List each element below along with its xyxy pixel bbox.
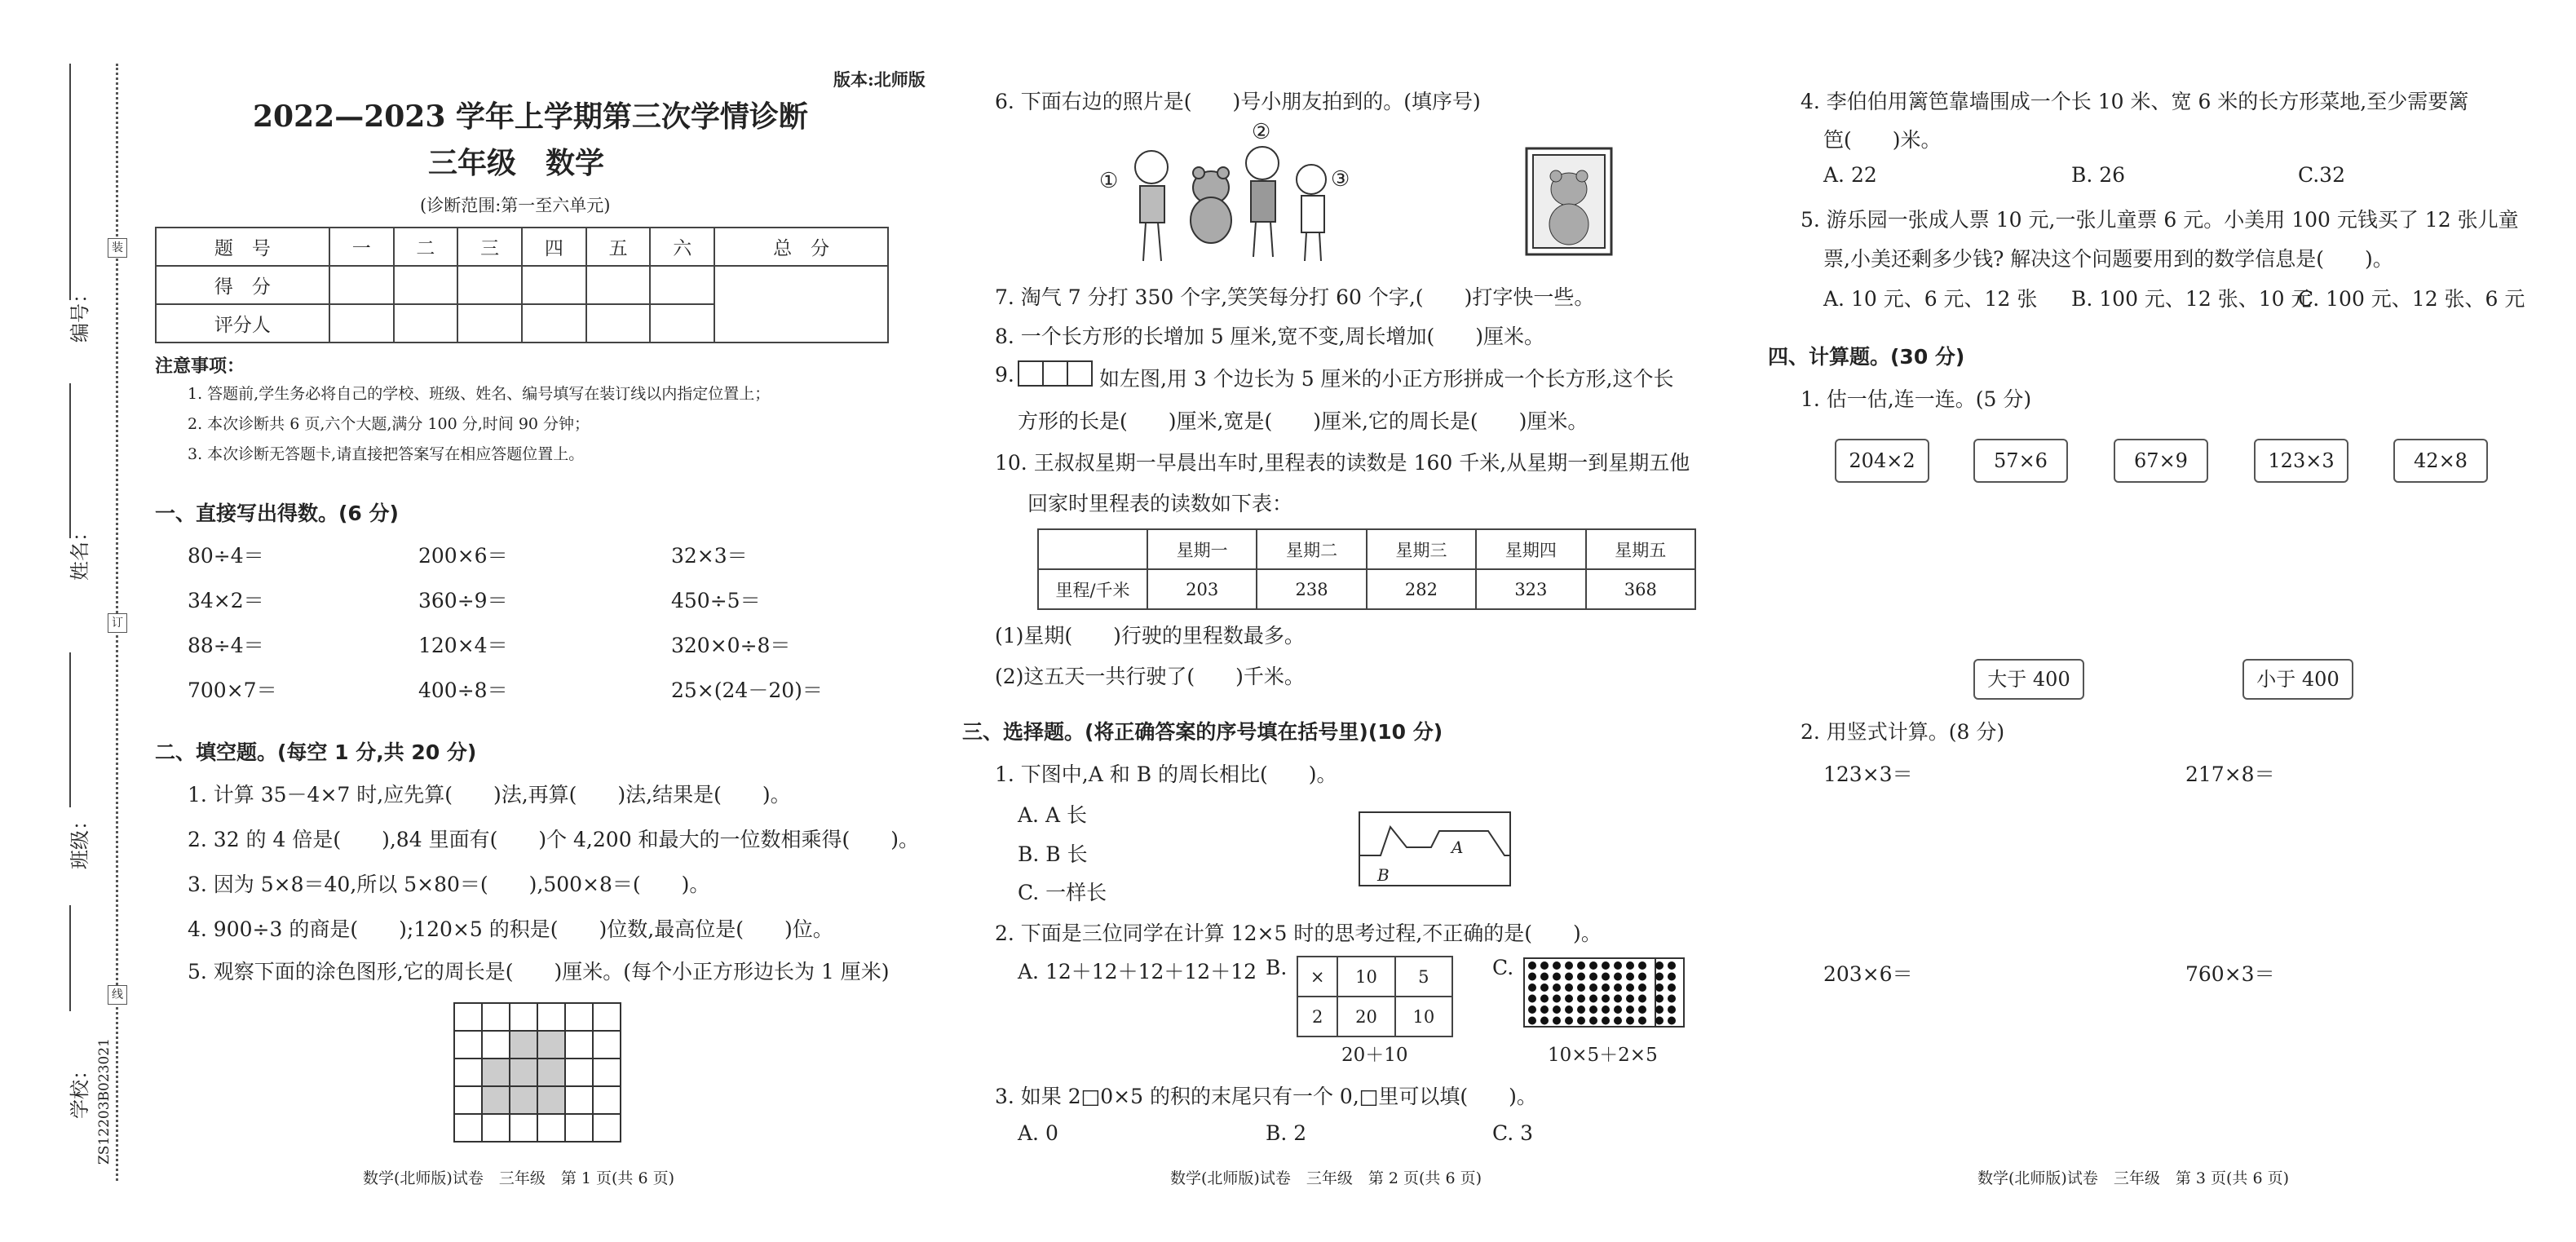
binding-seal-mark: 装 <box>108 238 127 258</box>
array-dot <box>1553 995 1561 1003</box>
name-write-line[interactable] <box>69 383 71 538</box>
array-dot <box>1614 973 1622 981</box>
note-item: 1. 答题前,学生务必将自己的学校、班级、姓名、编号填写在装订线以内指定位置上； <box>188 385 771 403</box>
page-footer: 数学(北师版)试卷 三年级 第 2 页(共 6 页) <box>1170 1169 1482 1187</box>
grid-square <box>537 1086 565 1114</box>
array-dot <box>1589 1017 1597 1025</box>
grid-square <box>454 1114 482 1142</box>
array-dot <box>1655 1006 1664 1014</box>
array-dot <box>1540 1006 1549 1014</box>
oral-problem: 320×0÷8＝ <box>671 634 791 657</box>
grid-cell: 10 <box>1337 957 1394 997</box>
section-1-title: 一、直接写出得数。(6 分) <box>155 502 399 525</box>
school-write-line[interactable] <box>69 905 71 1011</box>
fill-question: 3. 因为 5×8＝40,所以 5×80＝( ),500×8＝( )。 <box>188 873 710 896</box>
array-dot <box>1626 1006 1634 1014</box>
total-score-cell[interactable] <box>714 266 888 343</box>
array-dot <box>1577 973 1585 981</box>
note-item: 3. 本次诊断无答题卡,请直接把答案写在相应答题位置上。 <box>188 445 585 463</box>
choice-option[interactable]: B. 2 <box>1266 1121 1307 1145</box>
page-footer: 数学(北师版)试卷 三年级 第 3 页(共 6 页) <box>1977 1169 2289 1187</box>
school-label: 学校： <box>68 1060 91 1119</box>
child-label: ① <box>1099 169 1119 193</box>
vertical-calc-problem: 123×3＝ <box>1823 762 1913 786</box>
paper-code: ZS12203B023021 <box>96 1038 113 1165</box>
choice-question: 票,小美还剩多少钱? 解决这个问题要用到的数学信息是( )。 <box>1823 247 2393 271</box>
oral-problem: 700×7＝ <box>188 678 277 702</box>
array-dot <box>1638 995 1646 1003</box>
array-dot <box>1528 983 1536 992</box>
grid-square <box>565 1059 593 1086</box>
grid-square <box>482 1031 510 1059</box>
grid-square <box>593 1031 621 1059</box>
array-dot <box>1668 1006 1676 1014</box>
estimate-card[interactable]: 57×6 <box>1973 439 2068 483</box>
grid-square <box>482 1059 510 1086</box>
score-header: 总 分 <box>714 228 888 266</box>
three-squares-figure <box>1018 360 1093 388</box>
grid-square <box>565 1114 593 1142</box>
array-dot <box>1577 1017 1585 1025</box>
grid-caption: 20＋10 <box>1341 1045 1408 1066</box>
array-dot <box>1602 995 1610 1003</box>
oral-problem: 450÷5＝ <box>671 589 761 612</box>
array-dot <box>1589 995 1597 1003</box>
array-dot <box>1668 973 1676 981</box>
grader-cell[interactable] <box>394 304 458 343</box>
array-dot <box>1655 995 1664 1003</box>
mileage-value: 238 <box>1257 569 1366 609</box>
fill-question: 回家时里程表的读数如下表： <box>1027 492 1293 515</box>
array-dot <box>1577 961 1585 970</box>
mileage-header: 星期二 <box>1257 529 1366 569</box>
grid-square <box>537 1114 565 1142</box>
choice-option[interactable]: A. 0 <box>1018 1121 1058 1145</box>
grid-cell: × <box>1297 957 1337 997</box>
grid-square <box>565 1086 593 1114</box>
score-table <box>155 227 889 343</box>
array-dot <box>1565 973 1573 981</box>
array-dot <box>1565 1017 1573 1025</box>
oral-problem: 200×6＝ <box>418 544 508 568</box>
dots-caption: 10×5＋2×5 <box>1548 1045 1658 1066</box>
array-dot <box>1540 995 1549 1003</box>
array-dot <box>1655 961 1664 970</box>
array-dot <box>1638 961 1646 970</box>
score-row-label: 得 分 <box>156 266 329 304</box>
fill-question: 10. 王叔叔星期一早晨出车时,里程表的读数是 160 千米,从星期一到星期五他 <box>995 451 1690 475</box>
choice-option[interactable]: A. A 长 <box>1018 803 1087 827</box>
fill-question: 5. 观察下面的涂色图形,它的周长是( )厘米。(每个小正方形边长为 1 厘米) <box>188 960 890 983</box>
section-4-title: 四、计算题。(30 分) <box>1768 345 1965 369</box>
grid-square <box>454 1031 482 1059</box>
array-dot <box>1638 973 1646 981</box>
grader-cell[interactable] <box>329 304 394 343</box>
grid-square <box>510 1031 537 1059</box>
mileage-value: 282 <box>1367 569 1476 609</box>
score-cell[interactable] <box>457 266 522 304</box>
binding-seal-mark: 线 <box>108 985 127 1005</box>
score-header: 题 号 <box>156 228 329 266</box>
score-cell[interactable] <box>522 266 586 304</box>
array-dot <box>1528 1006 1536 1014</box>
array-dot <box>1589 1006 1597 1014</box>
number-write-line[interactable] <box>69 64 71 300</box>
array-dot <box>1553 1006 1561 1014</box>
calc-question: 2. 用竖式计算。(8 分) <box>1801 720 2005 744</box>
shaded-grid-figure <box>453 1001 624 1144</box>
score-header: 一 <box>329 228 394 266</box>
binding-seal-mark: 订 <box>108 613 127 633</box>
fill-question: (1)星期( )行驶的里程数最多。 <box>995 624 1305 648</box>
choice-option[interactable]: C. 100 元、12 张、6 元 <box>2298 287 2525 311</box>
array-dot <box>1577 1006 1585 1014</box>
array-dot <box>1528 961 1536 970</box>
choice-question: 笆( )米。 <box>1823 128 1942 152</box>
child-label: ③ <box>1331 167 1350 192</box>
array-dot <box>1577 983 1585 992</box>
array-dot <box>1540 1017 1549 1025</box>
oral-problem: 360÷9＝ <box>418 589 508 612</box>
array-dot <box>1602 961 1610 970</box>
photo-frame-figure <box>1525 147 1615 257</box>
choice-question: 2. 下面是三位同学在计算 12×5 时的思考过程,不正确的是( )。 <box>995 922 1602 945</box>
array-dot <box>1540 961 1549 970</box>
array-dot <box>1638 1017 1646 1025</box>
grader-cell[interactable] <box>457 304 522 343</box>
estimate-card[interactable]: 123×3 <box>2254 439 2348 483</box>
score-header: 三 <box>457 228 522 266</box>
array-dot <box>1553 983 1561 992</box>
choice-option[interactable]: C. 一样长 <box>1018 881 1107 904</box>
array-dot <box>1602 973 1610 981</box>
grid-square <box>593 1059 621 1086</box>
score-header: 六 <box>650 228 714 266</box>
array-dot <box>1528 1017 1536 1025</box>
score-cell[interactable] <box>586 266 651 304</box>
oral-problem: 400÷8＝ <box>418 678 508 702</box>
array-dot <box>1565 961 1573 970</box>
grid-square <box>482 1003 510 1031</box>
score-cell[interactable] <box>329 266 394 304</box>
grid-square <box>454 1003 482 1031</box>
array-dot <box>1589 961 1597 970</box>
grid-square <box>537 1003 565 1031</box>
grid-cell: 2 <box>1297 997 1337 1036</box>
multiplication-grid <box>1297 956 1453 1037</box>
calc-question: 1. 估一估,连一连。(5 分) <box>1801 387 2032 411</box>
grid-square <box>454 1059 482 1086</box>
score-header: 五 <box>586 228 651 266</box>
grid-square <box>593 1086 621 1114</box>
array-dot <box>1668 961 1676 970</box>
mileage-table <box>1037 528 1696 610</box>
choice-option[interactable]: C.32 <box>2298 163 2345 187</box>
array-dot <box>1602 983 1610 992</box>
child-label: ② <box>1252 122 1271 144</box>
fill-question: 6. 下面右边的照片是( )号小朋友拍到的。(填序号) <box>995 90 1481 113</box>
dot-array-figure <box>1523 957 1686 1029</box>
mileage-header: 星期一 <box>1147 529 1257 569</box>
grid-square <box>510 1003 537 1031</box>
grid-square <box>482 1114 510 1142</box>
array-dot <box>1668 995 1676 1003</box>
greater-than-400-card[interactable]: 大于 400 <box>1973 659 2084 700</box>
page-footer: 数学(北师版)试卷 三年级 第 1 页(共 6 页) <box>363 1169 674 1187</box>
fill-question: 方形的长是( )厘米,宽是( )厘米,它的周长是( )厘米。 <box>1018 409 1588 433</box>
choice-option[interactable]: A. 22 <box>1823 163 1877 187</box>
mileage-header: 星期五 <box>1586 529 1695 569</box>
grid-cell: 10 <box>1395 997 1452 1036</box>
array-dot <box>1540 983 1549 992</box>
vertical-calc-problem: 217×8＝ <box>2185 762 2275 786</box>
fill-question: (2)这五天一共行驶了( )千米。 <box>995 665 1305 688</box>
mileage-value: 323 <box>1476 569 1585 609</box>
grid-square <box>565 1031 593 1059</box>
array-dot <box>1655 1017 1664 1025</box>
choice-option[interactable]: B. 26 <box>2071 163 2126 187</box>
name-label: 姓名： <box>68 522 91 581</box>
grid-square <box>593 1114 621 1142</box>
array-dot <box>1626 961 1634 970</box>
estimate-card[interactable]: 42×8 <box>2393 439 2488 483</box>
grader-cell[interactable] <box>586 304 651 343</box>
section-2-title: 二、填空题。(每空 1 分,共 20 分) <box>155 740 477 764</box>
grid-square <box>454 1086 482 1114</box>
choice-option[interactable]: B. <box>1266 956 1288 979</box>
class-write-line[interactable] <box>69 652 71 807</box>
choice-question: 5. 游乐园一张成人票 10 元,一张儿童票 6 元。小美用 100 元钱买了 12 张儿童 <box>1801 208 2519 232</box>
class-label: 班级： <box>68 811 91 869</box>
mileage-header <box>1038 529 1147 569</box>
grid-square <box>510 1059 537 1086</box>
choice-question: 4. 李伯伯用篱笆靠墙围成一个长 10 米、宽 6 米的长方形菜地,至少需要篱 <box>1801 90 2469 113</box>
array-dot <box>1614 961 1622 970</box>
mileage-value: 203 <box>1147 569 1257 609</box>
mileage-header: 星期四 <box>1476 529 1585 569</box>
grid-square <box>537 1059 565 1086</box>
array-dot <box>1638 983 1646 992</box>
array-dot <box>1626 1017 1634 1025</box>
grid-square <box>565 1003 593 1031</box>
fill-question: 1. 计算 35－4×7 时,应先算( )法,再算( )法,结果是( )。 <box>188 783 791 807</box>
array-dot <box>1638 1006 1646 1014</box>
array-dot <box>1655 973 1664 981</box>
score-header: 二 <box>394 228 458 266</box>
oral-problem: 25×(24－20)＝ <box>671 678 823 702</box>
diagnosis-scope: (诊断范围:第一至六单元) <box>420 196 611 215</box>
mileage-header: 星期三 <box>1367 529 1476 569</box>
choice-question: 1. 下图中,A 和 B 的周长相比( )。 <box>995 762 1337 786</box>
fill-question: 如左图,用 3 个边长为 5 厘米的小正方形拼成一个长方形,这个长 <box>1099 367 1674 391</box>
array-dot <box>1565 1006 1573 1014</box>
less-than-400-card[interactable]: 小于 400 <box>2242 659 2353 700</box>
array-dot <box>1553 973 1561 981</box>
grid-square <box>482 1086 510 1114</box>
grader-cell[interactable] <box>650 304 714 343</box>
grid-square <box>537 1031 565 1059</box>
array-dot <box>1553 961 1561 970</box>
grid-square <box>593 1003 621 1031</box>
array-dot <box>1655 983 1664 992</box>
choice-option[interactable]: B. 100 元、12 张、10 元 <box>2071 287 2312 311</box>
oral-problem: 120×4＝ <box>418 634 508 657</box>
number-label: 编号： <box>68 284 91 343</box>
array-dot <box>1577 995 1585 1003</box>
array-dot <box>1614 1017 1622 1025</box>
ab-perimeter-figure <box>1358 811 1521 892</box>
array-dot <box>1565 995 1573 1003</box>
grid-square <box>510 1086 537 1114</box>
grid-cell: 20 <box>1337 997 1394 1036</box>
score-row-label: 评分人 <box>156 304 329 343</box>
mileage-value: 368 <box>1586 569 1695 609</box>
array-dot <box>1589 983 1597 992</box>
oral-problem: 80÷4＝ <box>188 544 264 568</box>
mileage-row-label: 里程/千米 <box>1038 569 1147 609</box>
grader-cell[interactable] <box>522 304 586 343</box>
choice-option[interactable]: B. B 长 <box>1018 842 1088 866</box>
fill-question: 4. 900÷3 的商是( );120×5 的积是( )位数,最高位是( )位。 <box>188 917 833 941</box>
array-dot <box>1614 995 1622 1003</box>
choice-option[interactable]: A. 12＋12＋12＋12＋12 <box>1018 960 1257 983</box>
estimate-card[interactable]: 67×9 <box>2114 439 2208 483</box>
array-dot <box>1626 995 1634 1003</box>
array-dot <box>1626 973 1634 981</box>
vertical-calc-problem: 760×3＝ <box>2185 962 2275 986</box>
choice-option[interactable]: A. 10 元、6 元、12 张 <box>1823 287 2038 311</box>
section-3-title: 三、选择题。(将正确答案的序号填在括号里)(10 分) <box>962 720 1443 744</box>
array-dot <box>1602 1017 1610 1025</box>
vertical-calc-problem: 203×6＝ <box>1823 962 1913 986</box>
fill-question: 2. 32 的 4 倍是( ),84 里面有( )个 4,200 和最大的一位数相乘得( )。 <box>188 828 920 851</box>
grid-square <box>510 1114 537 1142</box>
region-a-label: A <box>1451 838 1464 857</box>
array-dot <box>1614 1006 1622 1014</box>
score-header: 四 <box>522 228 586 266</box>
oral-problem: 32×3＝ <box>671 544 748 568</box>
version-label: 版本:北师版 <box>833 69 926 90</box>
fill-question: 8. 一个长方形的长增加 5 厘米,宽不变,周长增加( )厘米。 <box>995 325 1545 348</box>
grid-cell: 5 <box>1395 957 1452 997</box>
array-dot <box>1589 973 1597 981</box>
notes-title: 注意事项： <box>155 356 245 377</box>
page-title: 2022—2023 学年上学期第三次学情诊断 <box>253 99 808 134</box>
array-dot <box>1626 983 1634 992</box>
array-dot <box>1668 983 1676 992</box>
region-b-label: B <box>1377 865 1390 885</box>
page-subtitle: 三年级 数学 <box>428 146 605 180</box>
oral-problem: 88÷4＝ <box>188 634 264 657</box>
choice-question: 3. 如果 2□0×5 的积的末尾只有一个 0,□里可以填( )。 <box>995 1085 1537 1108</box>
score-cell[interactable] <box>650 266 714 304</box>
score-cell[interactable] <box>394 266 458 304</box>
array-dot <box>1602 1006 1610 1014</box>
oral-problem: 34×2＝ <box>188 589 264 612</box>
array-dot <box>1668 1017 1676 1025</box>
array-dot <box>1614 983 1622 992</box>
choice-option[interactable]: C. 3 <box>1492 1121 1534 1145</box>
array-dot <box>1540 973 1549 981</box>
children-photo-figure <box>1093 122 1362 269</box>
question-number: 9. <box>995 363 1014 387</box>
note-item: 2. 本次诊断共 6 页,六个大题,满分 100 分,时间 90 分钟； <box>188 415 590 433</box>
estimate-card[interactable]: 204×2 <box>1835 439 1929 483</box>
array-dot <box>1553 1017 1561 1025</box>
array-dot <box>1528 973 1536 981</box>
choice-option[interactable]: C. <box>1492 956 1514 979</box>
array-dot <box>1565 983 1573 992</box>
fill-question: 7. 淘气 7 分打 350 个字,笑笑每分打 60 个字,( )打字快一些。 <box>995 285 1595 309</box>
array-dot <box>1528 995 1536 1003</box>
